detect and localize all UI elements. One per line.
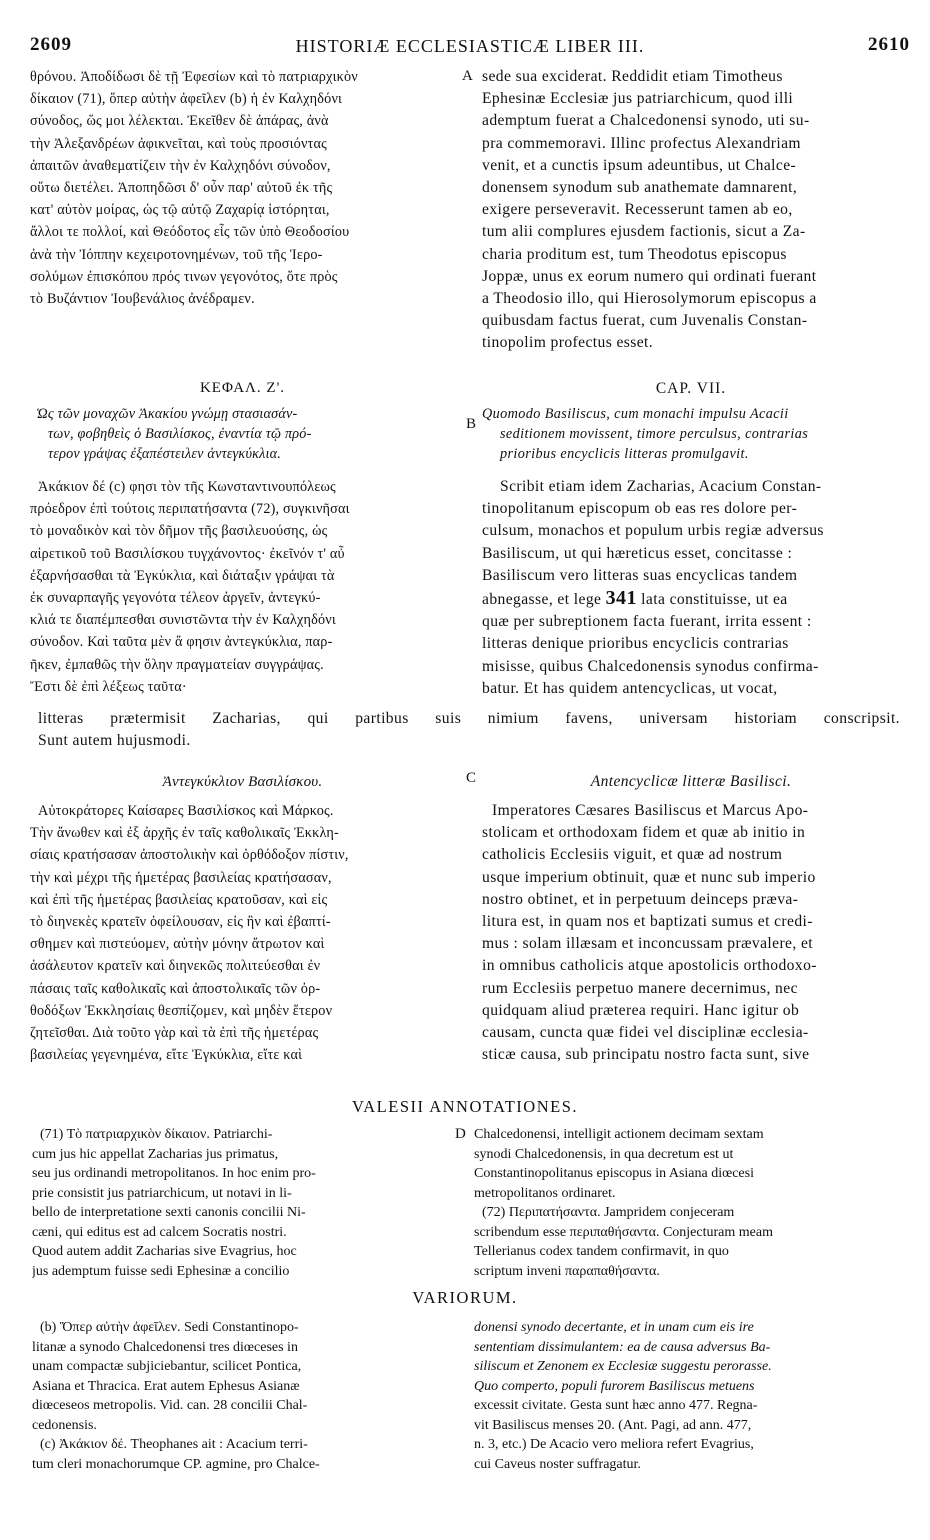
note-line: cui Caveus noster suffragatur. <box>474 1456 641 1472</box>
text-line: rum Ecclesiis perpetuo manere decernimus, nec <box>482 979 798 997</box>
text-line: nostro obtinet, et in perpetuum deinceps præva- <box>482 890 799 908</box>
text-line: seditionem movissent, timore perculsus, contrarias <box>500 426 809 442</box>
text-line: πρόεδρον ἐπὶ τούτοις περιπατήσαντα (72), συγκινῆσαι <box>30 501 350 518</box>
text-line: Ἀκάκιον δέ (c) φησι τὸν τῆς Κωνσταντινουπόλεως <box>38 479 336 495</box>
text-line: οὕτω διετέλει. Ἀποπηδῶσι δ' οὖν παρ' αὐτοῦ ἐκ τῆς <box>30 180 333 197</box>
page-number-left: 2609 <box>30 34 72 55</box>
text-line: donensem synodum sub anathemate damnarent, <box>482 179 798 197</box>
text-line: θοδόξων Ἐκκλησίαις θεσπίζομεν, καὶ μηδὲν ἕτερον <box>30 1002 333 1019</box>
text-line: misisse, quibus Chalcedonensis synodus confirma- <box>482 657 819 675</box>
text-line: ἐκ συναρπαγῆς γεγονότα τέλεον ἀργεῖν, ἀντεγκύ- <box>30 590 321 607</box>
page-number-right: 2610 <box>868 34 910 55</box>
text-line: ἀνὰ τὴν Ἰόππην κεχειροτονημένων, τοῦ τῆς Ἱερο- <box>30 246 323 263</box>
text-fragment: lata constituisse, ut ea <box>641 591 788 609</box>
text-line: tinopolim profectus esset. <box>482 334 654 352</box>
text-line: θρόνου. Ἀποδίδωσι δὲ τῇ Ἐφεσίων καὶ τὸ πατριαρχικὸν <box>30 69 358 85</box>
text-line: ἐξαρνήσασθαι τὰ Ἐγκύκλια, καὶ διάταξιν γράψαι τὰ <box>30 567 335 584</box>
note-line: prie consistit jus patriarchicum, ut notavi in li- <box>32 1185 292 1201</box>
text-line: culsum, monachos et populum urbis regiæ adversus <box>482 522 824 540</box>
note-line: Asiana et Thracica. Erat autem Ephesus Asianæ <box>32 1378 300 1394</box>
margin-letter-d: D <box>455 1126 466 1142</box>
note-line: donensi synodo decertante, et in unam cum eis ire <box>474 1320 754 1335</box>
note-line: bello de interpretatione sexti canonis concilii Ni- <box>32 1205 306 1220</box>
text-line: Ἔστι δὲ ἐπὶ λέξεως ταῦτα· <box>30 678 187 695</box>
note-line: Constantinopolitanus episcopus in Asiana diœcesi <box>474 1166 754 1181</box>
text-line: σθημεν καὶ πιστεύομεν, αὐτὴν μόνην ἄτρωτον καὶ <box>30 936 325 953</box>
text-line: κατ' αὐτὸν μοίρας, ὡς τῷ αὐτῷ Ζαχαρίᾳ ἱστόρηται, <box>30 202 330 219</box>
text-line: tinopolitanum episcopum ob eas res dolore per- <box>482 500 798 518</box>
note-line: scriptum inveni παραπαθήσαντα. <box>474 1263 660 1279</box>
margin-letter-a: A <box>462 68 473 84</box>
note-line: (c) Ἀκάκιον δέ. Theophanes ait : Acacium terri- <box>40 1437 308 1452</box>
text-line: usque imperium obtinuit, quæ et nunc sub imperio <box>482 868 816 886</box>
latin-column-chapter <box>482 476 900 700</box>
text-line: litteras prætermisit Zacharias, qui partibus suis nimium favens, universam historiam conscripsit. <box>38 710 900 727</box>
original-page-number: 341 <box>605 587 637 610</box>
text-line: quæ per subreptionem facta fuerant, irrita essent : <box>482 613 812 631</box>
chapter-heading-greek: ΚΕΦΑΛ. Ζ'. <box>199 380 286 396</box>
text-line: litteras denique prioribus encyclicis contrarias <box>482 635 789 653</box>
text-line: ἄλλοι τε πολλοί, καὶ Θεόδοτος εἷς τῶν ὑπὸ Θεοδοσίου <box>30 224 350 241</box>
text-line: Αὐτοκράτορες Καίσαρες Βασιλίσκος καὶ Μάρκος. <box>38 803 334 819</box>
text-line: Joppæ, unus ex eorum numero qui ordinati fuerant <box>482 267 817 285</box>
note-line: (72) Περιπατήσαντα. Jampridem conjeceram <box>482 1205 735 1220</box>
text-fragment: abnegasse, et lege <box>482 591 602 609</box>
note-line: unam compactæ subjiciebantur, scilicet Pontica, <box>32 1359 302 1374</box>
text-line: sede sua exciderat. Reddidit etiam Timotheus <box>482 68 783 85</box>
text-line: ζητεῖσθαι. Διὰ τοῦτο γὰρ καὶ τὰ ἐπὶ τῆς ἡμετέρας <box>30 1025 319 1042</box>
antencyclical-title-greek: Ἀντεγκύκλιον Βασιλίσκου. <box>162 774 323 790</box>
text-line: σολύμων ἐπισκόπου πρός τινων γεγονότος, ὅτε πρὸς <box>30 268 338 285</box>
text-line: Basiliscum vero litteras suas encyclicas tandem <box>482 566 798 584</box>
text-line: Imperatores Cæsares Basiliscus et Marcus Apo- <box>492 802 809 819</box>
chapter-heading-latin: CAP. VII. <box>655 380 727 397</box>
antencyclical-title-latin: Antencyclicæ litteræ Basilisci. <box>590 773 792 790</box>
text-line: Ephesinæ Ecclesiæ jus patriarchicum, quod illi <box>482 90 794 108</box>
note-line: Quod autem addit Zacharias sive Evagrius, hoc <box>32 1244 297 1259</box>
greek-column-top <box>30 66 455 310</box>
text-line: αἱρετικοῦ τοῦ Βασιλίσκου τυγχάνοντος· ἐκεῖνόν τ' αὖ <box>30 545 345 562</box>
variorum-heading: VARIORUM. <box>412 1288 518 1307</box>
text-line: causam, cuncta quæ fidei vel disciplinæ ecclesia- <box>482 1024 809 1042</box>
note-line: jus ademptum fuisse sedi Ephesinæ a concilio <box>32 1263 290 1279</box>
text-line: catholicis Ecclesiis viguit, et quæ ad nostrum <box>482 846 783 864</box>
text-line: stolicam et orthodoxam fidem et quæ ab initio in <box>482 824 806 842</box>
text-line: τὴν Ἀλεξανδρέων ἀφικνεῖται, καὶ τοὺς προσιόντας <box>30 135 327 152</box>
note-line: Tellerianus codex tandem confirmavit, in quo <box>474 1244 729 1259</box>
text-line: Basiliscum, ut qui hæreticus esset, concitasse : <box>482 544 793 562</box>
text-line: Τὴν ἄνωθεν καὶ ἐξ ἀρχῆς ἐν ταῖς καθολικαῖς Ἐκκλη- <box>30 825 339 842</box>
note-line: cum jus hic appellat Zacharias jus primatus, <box>32 1146 279 1162</box>
text-line: σύνοδον. Καὶ ταῦτα μὲν ἅ φησιν ἀντεγκύκλια, παρ- <box>30 634 333 651</box>
greek-column-antencyclical <box>30 800 455 1066</box>
note-line: seu jus ordinandi metropolitanos. In hoc enim pro- <box>32 1166 316 1181</box>
text-line: τὸ Βυζάντιον Ἰουβενάλιος ἀνέδραμεν. <box>30 291 255 308</box>
text-line: κλιά τε διαπέμπεσθαι συνιστῶντα τὴν ἐν Καλχηδόνι <box>30 612 336 629</box>
text-line: των, φοβηθεὶς ὁ Βασιλίσκος, ἐναντία τῷ πρό- <box>48 426 312 442</box>
text-line: ἀσάλευτον κρατεῖν καὶ διηνεκῶς πολιτεύεσθαι ἐν <box>30 958 321 975</box>
note-line: siliscum et Zenonem ex Ecclesiæ suggestu perorasse. <box>474 1359 772 1374</box>
text-line: in omnibus catholicis atque apostolicis orthodoxo- <box>482 957 817 975</box>
greek-column-chapter <box>30 476 455 698</box>
text-line: καὶ ἐπὶ τῆς ἡμετέρας βασιλείας κρατοῦσαν, καὶ εἰς <box>30 891 328 908</box>
text-line: σίαις κρατήσασαν ἀποστολικὴν καὶ ὀρθόδοξον πίστιν, <box>30 847 349 864</box>
note-line: n. 3, etc.) De Acacio vero meliora refert Evagrius, <box>474 1437 754 1452</box>
valesii-notes-left <box>32 1125 450 1281</box>
text-line: τερον γράψας ἐξαπέστειλεν ἀντεγκύκλια. <box>48 446 282 462</box>
latin-column-top <box>482 66 900 355</box>
text-line: σύνοδος, ὥς μοι λέλεκται. Ἐκεῖθεν δὲ ἀπάρας, ἀνὰ <box>30 113 329 130</box>
text-line: quibusdam factus fuerat, cum Juvenalis Constan- <box>482 312 808 330</box>
note-line: diœceseos metropolis. Vid. can. 28 concilii Chal- <box>32 1398 308 1413</box>
note-line: Chalcedonensi, intelligit actionem decimam sextam <box>474 1127 764 1142</box>
margin-letter-b: B <box>466 416 477 432</box>
text-line: sticæ causa, sub principatu nostro facta sunt, sive <box>482 1046 810 1064</box>
note-line: vit Basiliscus menses 20. (Ant. Pagi, ad ann. 477, <box>474 1417 752 1433</box>
full-width-text <box>38 708 900 752</box>
text-line: a Theodosio illo, qui Hierosolymorum episcopus a <box>482 290 817 308</box>
text-line: Ὡς τῶν μοναχῶν Ἀκακίου γνώμῃ στασιασάν- <box>36 406 298 422</box>
text-line: venit, et a cunctis ipsum adeuntibus, ut Chalce- <box>482 156 797 174</box>
text-line: ἀπαιτῶν ἀναθεματίζειν τὴν ἐν Καλχηδόνι σύνοδον, <box>30 157 331 174</box>
text-line: τὴν καὶ μέχρι τῆς ἡμετέρας βασιλείας κρατήσασαν, <box>30 869 332 886</box>
margin-letter-c: C <box>466 770 477 786</box>
variorum-notes-right <box>474 1318 900 1474</box>
variorum-notes-left <box>32 1318 450 1474</box>
note-line: cæni, qui editus est ad calcem Socratis nostri. <box>32 1224 287 1240</box>
text-line: Quomodo Basiliscus, cum monachi impulsu Acacii <box>482 406 789 422</box>
text-line <box>482 587 900 611</box>
text-line: πάσαις ταῖς καθολικαῖς καὶ ἀποστολικαῖς τῶν ὀρ- <box>30 980 321 997</box>
note-line: cedonensis. <box>32 1417 97 1433</box>
note-line: metropolitanos ordinaret. <box>474 1185 616 1201</box>
text-line: Sunt autem hujusmodi. <box>38 732 191 750</box>
text-line: tum alii complures ejusdem factionis, sicut a Za- <box>482 223 806 241</box>
note-line: Quo comperto, populi furorem Basiliscus metuens <box>474 1378 755 1394</box>
note-line: sententiam dissimulantem: ea de causa adversus Ba- <box>474 1339 771 1355</box>
running-head <box>30 34 910 58</box>
text-line: pra commemoravi. Illinc profectus Alexandriam <box>482 134 801 152</box>
text-line: τὸ μοναδικὸν καὶ τὸν δῆμον τῆς βασιλευούσης, ὡς <box>30 523 328 540</box>
text-line: ῆκεν, ἐμπαθῶς τὴν ὅλην πραγματείαν συγγράψας. <box>30 656 324 673</box>
text-line: litura est, in quam nos et baptizati sumus et credi- <box>482 913 813 931</box>
note-line: excessit civitate. Gesta sunt hæc anno 477. Regna- <box>474 1398 758 1413</box>
note-line: litanæ a synodo Chalcedonensi tres diœceses in <box>32 1339 298 1355</box>
valesii-notes-right <box>474 1125 900 1281</box>
note-line: (b) Ὅπερ αὐτὴν ἀφεῖλεν. Sedi Constantinopo- <box>40 1320 299 1335</box>
text-line: ademptum fuerat a Chalcedonensi synodo, uti su- <box>482 112 810 130</box>
note-line: scribendum esse περιπαθήσαντα. Conjecturam meam <box>474 1224 773 1240</box>
text-line: charia proditum est, tum Theodotus episcopus <box>482 245 787 263</box>
text-line: quidquam aliud præterea requiri. Hanc igitur ob <box>482 1001 800 1019</box>
text-line: τὸ διηνεκὲς κρατεῖν ὀφείλουσαν, εἰς ἣν καὶ ἐβαπτί- <box>30 914 331 931</box>
note-line: (71) Τὸ πατριαρχικὸν δίκαιον. Patriarchi- <box>40 1127 273 1142</box>
valesii-heading: VALESII ANNOTATIONES. <box>351 1097 579 1116</box>
chapter-summary-latin <box>482 404 900 464</box>
latin-column-antencyclical <box>482 800 900 1066</box>
text-line: prioribus encyclicis litteras promulgavit. <box>500 446 749 462</box>
text-line: exigere perseveravit. Recesserunt tamen ab eo, <box>482 201 793 219</box>
text-line: Scribit etiam idem Zacharias, Acacium Constan- <box>500 478 822 495</box>
running-title: HISTORIÆ ECCLESIASTICÆ LIBER III. <box>295 36 645 56</box>
note-line: synodi Chalcedonensis, in qua decretum est ut <box>474 1146 734 1162</box>
text-line: mus : solam illæsam et inconcussam prævalere, et <box>482 935 814 953</box>
text-line: δίκαιον (71), ὅπερ αὐτὴν ἀφεῖλεν (b) ἡ ἐν Καλχηδόνι <box>30 91 343 108</box>
note-line: tum cleri monachorumque CP. agmine, pro Chalce- <box>32 1456 320 1472</box>
text-line: βασιλείας γεγενημένα, εἴτε Ἐγκύκλια, εἴτε καὶ <box>30 1047 303 1064</box>
text-line: batur. Et has quidem antencyclicas, ut vocat, <box>482 679 778 697</box>
chapter-summary-greek <box>30 404 455 464</box>
